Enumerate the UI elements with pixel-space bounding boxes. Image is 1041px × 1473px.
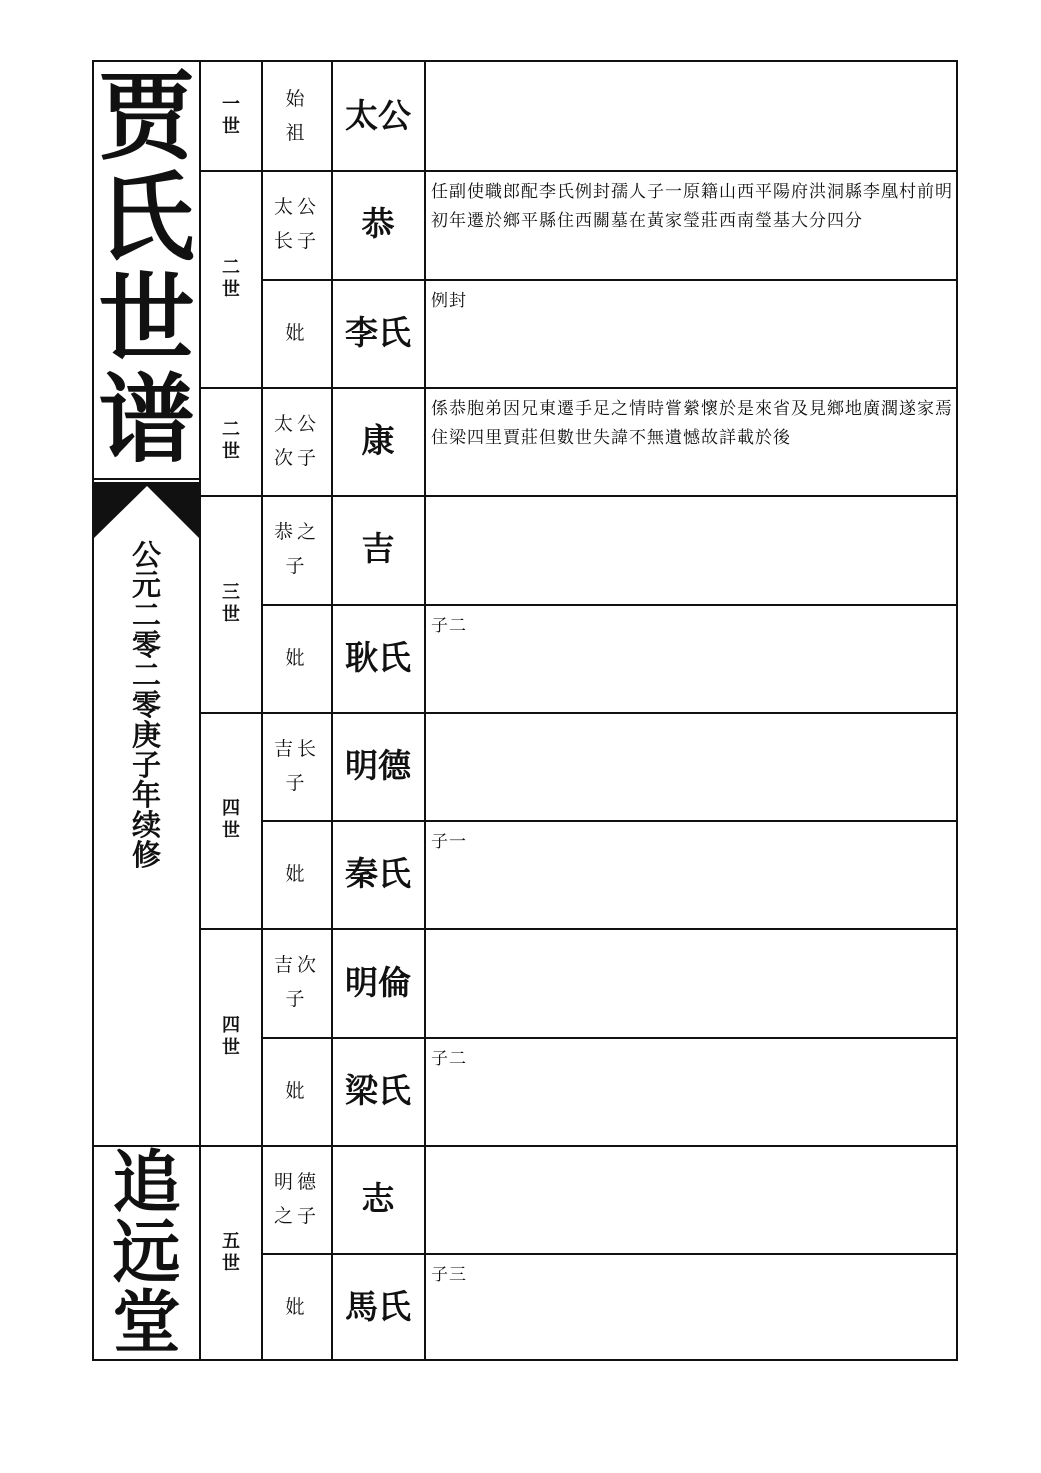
relation-label: 妣 [285, 1296, 309, 1319]
person-name: 明倫 [345, 962, 411, 1002]
row-divider [201, 170, 958, 172]
person-name: 梁氏 [345, 1070, 411, 1110]
person-name: 吉 [361, 529, 395, 569]
generation-label: 五 世 [222, 1231, 240, 1275]
subtitle-char: 公 [131, 538, 161, 572]
relation-label: 恭之 子 [273, 521, 320, 578]
generation-label: 二 世 [222, 419, 240, 463]
subtitle-char: 庚 [131, 718, 161, 752]
title-column [94, 60, 201, 1363]
hall-char: 追 [112, 1143, 181, 1223]
row-divider [261, 820, 958, 822]
person-name: 秦氏 [345, 854, 411, 894]
relation-label: 妣 [285, 1079, 309, 1102]
generation-label: 三 世 [222, 581, 240, 625]
subtitle-char: 零 [131, 688, 161, 722]
row-divider [261, 604, 958, 606]
subtitle-char: 零 [131, 628, 161, 662]
biography-note: 任副使職郎配李氏例封孺人子一原籍山西平陽府洪洞縣李凰村前明初年遷於鄉平縣住西關墓在黃家瑩莊西南瑩基大分四分 [431, 182, 953, 232]
column-divider [331, 62, 333, 1359]
person-name: 李氏 [345, 312, 411, 352]
biography-note: 例封 [431, 290, 467, 311]
title-char: 谱 [98, 363, 195, 476]
relation-label: 妣 [285, 321, 309, 344]
title-divider [94, 478, 199, 480]
generation-label: 四 世 [222, 1014, 240, 1058]
row-divider [261, 1253, 958, 1255]
row-divider [201, 495, 958, 497]
relation-label: 太公 长子 [273, 196, 320, 253]
subtitle-char: 修 [131, 838, 161, 872]
person-name: 太公 [345, 96, 411, 136]
subtitle-char: 元 [131, 568, 161, 602]
genealogy-title [94, 60, 199, 476]
subtitle-char: 年 [131, 778, 161, 812]
generation-label: 一 世 [222, 94, 240, 138]
generation-label: 四 世 [222, 798, 240, 842]
person-name: 恭 [361, 204, 395, 244]
biography-note: 子二 [431, 1048, 467, 1069]
subtitle-char: 二 [131, 598, 161, 632]
relation-label: 始 祖 [285, 88, 309, 144]
hall-char: 远 [112, 1213, 181, 1293]
generation-label: 二 世 [222, 256, 240, 300]
title-char: 贾 [98, 60, 195, 173]
relation-label: 明德 之子 [273, 1171, 320, 1227]
chevron-ornament-icon [94, 482, 199, 538]
person-name: 明德 [345, 745, 411, 785]
genealogy-page [92, 60, 958, 1361]
relation-label: 吉长 子 [273, 737, 320, 794]
row-divider [201, 712, 958, 714]
relation-label: 妣 [285, 863, 309, 886]
subtitle-char: 二 [131, 658, 161, 692]
person-name: 馬氏 [345, 1287, 411, 1327]
revision-note [94, 540, 199, 870]
relation-label: 妣 [285, 646, 309, 669]
biography-note: 子二 [431, 615, 467, 636]
hall-name [94, 1143, 199, 1363]
row-divider [201, 928, 958, 930]
relation-label: 太公 次子 [273, 412, 320, 469]
biography-note: 係恭胞弟因兄東遷手足之情時嘗縈懷於是來省及見鄉地廣濶遂家焉住梁四里賈莊但數世失諱不無遺憾故詳載於後 [431, 398, 953, 448]
row-divider [201, 387, 958, 389]
column-divider [424, 62, 426, 1359]
relation-label: 吉次 子 [273, 954, 320, 1011]
title-char: 氏 [98, 161, 195, 274]
row-divider [261, 1037, 958, 1039]
row-divider [201, 1145, 958, 1147]
biography-note: 子三 [431, 1265, 467, 1286]
subtitle-char: 子 [131, 748, 161, 782]
subtitle-char: 续 [131, 808, 161, 842]
lineage-table [201, 62, 958, 1359]
title-char: 世 [98, 262, 195, 375]
person-name: 康 [361, 421, 395, 461]
row-divider [261, 279, 958, 281]
person-name: 志 [361, 1179, 395, 1219]
hall-char: 堂 [112, 1283, 181, 1363]
biography-note: 子一 [431, 832, 467, 853]
person-name: 耿氏 [345, 637, 411, 677]
